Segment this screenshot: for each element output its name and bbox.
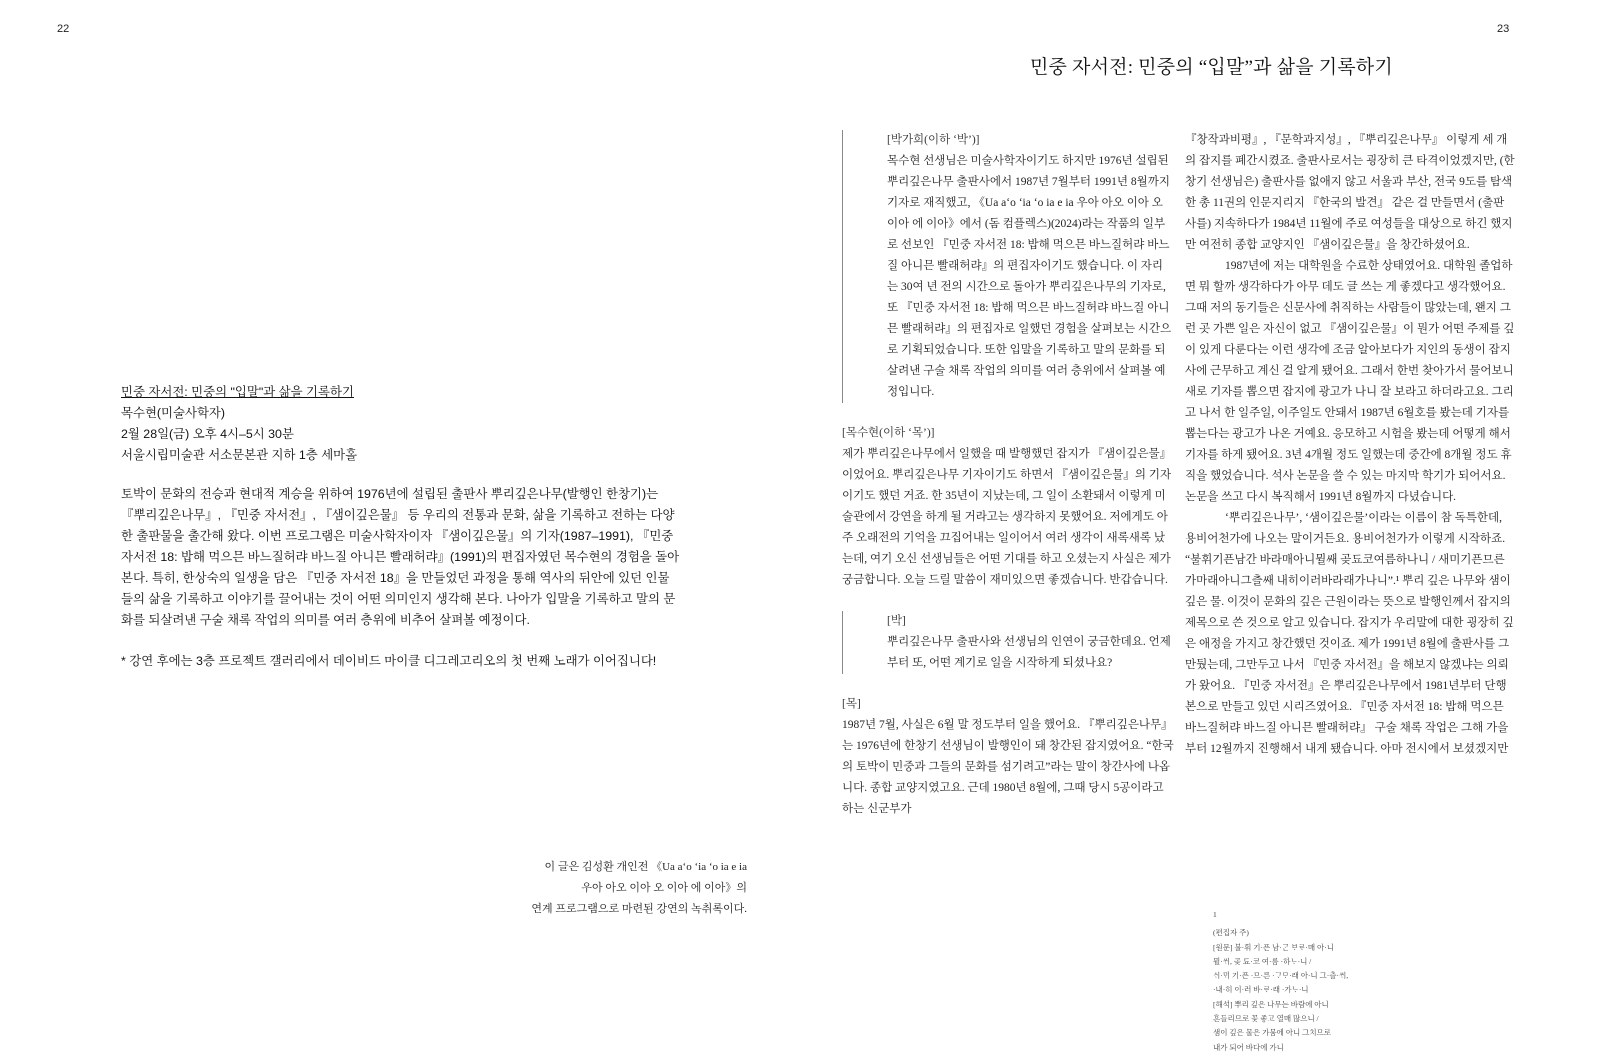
footnote-line: [원문] 불·휘 기·픈 남·ᄀᆞᆫ ᄇᆞᄅᆞ·매 아·니: [1213, 942, 1335, 952]
speaker-label: [박가희(이하 ‘박’)]: [887, 134, 980, 146]
question-block: [842, 611, 1174, 674]
paragraph: 『창작과비평』, 『문학과지성』, 『뿌리깊은나무』 이렇게 세 개의 잡지를 폐간시켰죠. 출판사로서는 굉장히 큰 타격이었겠지만, (한창기 선생님은) 출판사를 없애지 않고 서울과 부산, 전국 9도를 탐색한 총 11권의 인문지리지 『한국의 발견』 같은 걸 만들면서 (출판사를) 지속하다가 1984년 11월에 주로 여성들을 대상으로 하긴 했지만 여전히 종합 교양지인 『샘이깊은물』을 창간하셨어요.: [1185, 134, 1515, 251]
running-title: 민중 자서전: 민중의 “입말”과 삶을 기록하기: [1030, 57, 1393, 78]
page-number-left: 22: [57, 23, 70, 35]
speaker-label: [박]: [887, 615, 906, 627]
footnote-line: ᄉᆡ·ᄆᆡ 기·픈 ·므·른 ·ᄀᆞᄆᆞ·래 아·니 그·츨·ᄊᆡ,: [1213, 971, 1349, 981]
block-text: 제가 뿌리깊은나무에서 일했을 때 발행했던 잡지가 『샘이깊은물』이었어요. 뿌리깊은나무 기자이기도 하면서 『샘이깊은물』의 기자이기도 했던 거죠. 한 35년이 지났는데, 그 일이 소환돼서 이렇게 미술관에서 강연을 하게 될 거라고는 생각하지 못했어요. 저에게도 아주 오래전의 기억을 끄집어내는 일이어서 여러 생각이 새록새록 났는데, 여기 오신 선생님들은 어떤 기대를 하고 오셨는지 사실은 제가 궁금합니다. 오늘 드릴 말씀이 재미있으면 좋겠습니다. 반갑습니다.: [842, 448, 1172, 586]
footnote-line: 내가 되어 바다에 가니: [1213, 1042, 1284, 1052]
transcript-column-1: [842, 130, 1174, 820]
block-text: 목수현 선생님은 미술사학자이기도 하지만 1976년 설립된 뿌리깊은나무 출판사에서 1987년 7월부터 1991년 8월까지 기자로 재직했고, 《Ua a‘o ‘ia ‘o ia e ia 우아 아오 이아 오 이아 에 이아》에서 (돔 컴플렉스)(2024)라는 작품의 일부로 선보인 『민중 자서전 18: 밥해 먹으믄 바느질허랴 바느질 아니믄 빨래허랴』의 편집자이기도 했습니다. 이 자리는 30여 년 전의 시간으로 돌아가 뿌리깊은나무의 기자로, 또 『민중 자서전 18: 밥해 먹으믄 바느질허랴 바느질 아니믄 빨래허랴』의 편집자로 일했던 경험을 살펴보는 시간으로 기획되었습니다. 또한 입말을 기록하고 말의 문화를 되살려낸 구술 채록 작업의 의미를 여러 층위에서 살펴볼 예정입니다.: [887, 155, 1172, 398]
event-venue: 서울시립미술관 서소문본관 지하 1층 세마홀: [121, 448, 358, 462]
event-speaker: 목수현(미술사학자): [121, 406, 226, 420]
answer-block: [842, 694, 1174, 820]
credit-line: 우아 아오 이아 오 이아 에 이아》의: [581, 882, 747, 894]
credit-line: 연계 프로그램으로 마련된 강연의 녹취록이다.: [531, 903, 747, 915]
event-note: * 강연 후에는 3층 프로젝트 갤러리에서 데이비드 마이클 디그레고리오의 첫 번째 노래가 이어집니다!: [121, 654, 657, 668]
answer-block: [842, 423, 1174, 591]
event-datetime: 2월 28일(금) 오후 4시–5시 30분: [121, 427, 294, 441]
block-text: 1987년 7월, 사실은 6월 말 정도부터 일을 했어요. 『뿌리깊은나무』는 1976년에 한창기 선생님이 발행인이 돼 창간된 잡지였어요. “한국의 토박이 민중과 그들의 문화를 섬기려고”라는 말이 창간사에 나옵니다. 종합 교양지였고요. 근데 1980년 8월에, 그때 당시 5공이라고 하는 신군부가: [842, 719, 1174, 815]
footnote-number: 1: [1213, 910, 1217, 919]
event-info: [121, 382, 681, 672]
speaker-label: [목수현(이하 ‘목’)]: [842, 427, 935, 439]
credit-line: 이 글은 김성환 개인전 《Ua a‘o ‘ia ‘o ia e ia: [544, 861, 747, 873]
footnote-line: 흔들리므로 꽃 좋고 열매 많으니 /: [1213, 1014, 1319, 1024]
question-block: [842, 130, 1174, 403]
credit-note: [480, 857, 747, 920]
speaker-label: [목]: [842, 698, 861, 710]
footnote-line: (편집자 주): [1213, 928, 1249, 938]
footnote-line: 뮐·ᄊᆡ, 곶 됴·코 여·름 ·하ᄂᆞ·니 /: [1213, 956, 1312, 966]
event-description: 토박이 문화의 전승과 현대적 계승을 위하여 1976년에 설립된 출판사 뿌리깊은나무(발행인 한창기)는 『뿌리깊은나무』, 『민중 자서전』, 『샘이깊은물』 등 우리의 전통과 문화, 삶을 기록하고 전하는 다양한 출판물을 출간해 왔다. 이번 프로그램은 미술사학자이자 『샘이깊은물』의 기자(1987–1991), 『민중 자서전 18: 밥해 먹으믄 바느질허랴 바느질 아니믄 빨래허랴』(1991)의 편집자였던 목수현의 경험을 돌아본다. 특히, 한상숙의 일생을 담은 『민중 자서전 18』을 만들었던 과정을 통해 역사의 뒤안에 있던 인물들의 삶을 기록하고 이야기를 끌어내는 것이 어떤 의미인지 생각해 본다. 나아가 입말을 기록하고 말의 문화를 되살려낸 구술 채록 작업의 의미를 여러 층위에 비추어 살펴볼 예정이다.: [121, 487, 680, 627]
event-title: 민중 자서전: 민중의 "입말"과 삶을 기록하기: [121, 385, 354, 399]
footnote-line: 샘이 깊은 물은 가뭄에 아니 그치므로: [1213, 1028, 1332, 1038]
paragraph: ‘뿌리깊은나무’, ‘샘이깊은물’이라는 이름이 참 독특한데, 용비어천가에 나오는 말이거든요. 용비어천가가 이렇게 시작하죠. “불휘기픈남간 바라매아니뮐쌔 곶됴코여름하나니 / 새미기픈므른 가마래아니그츨쌔 내히이러바라래가나니”.¹ 뿌리 깊은 나무와 샘이 깊은 물. 이것이 문화의 깊은 근원이라는 뜻으로 발행인께서 잡지의 제목으로 쓴 것으로 알고 있습니다. 잡지가 우리말에 대한 굉장히 깊은 애정을 가지고 창간했던 것이죠. 제가 1991년 8월에 출판사를 그만뒀는데, 그만두고 나서 『민중 자서전』을 해보지 않겠냐는 의뢰가 왔어요. 『민중 자서전』은 뿌리깊은나무에서 1981년부터 단행본으로 만들고 있던 시리즈였어요. 『민중 자서전 18: 밥해 먹으믄 바느질허랴 바느질 아니믄 빨래허랴』 구술 채록 작업은 그해 가을부터 12월까지 진행해서 내게 됐습니다. 아마 전시에서 보셨겠지만: [1185, 512, 1514, 755]
footnote-line: ·내·히 이·러 바·ᄅᆞ·래 ·가ᄂᆞ·니: [1213, 985, 1309, 995]
footnote-line: [해석] 뿌리 깊은 나무는 바람에 아니: [1213, 999, 1329, 1009]
paragraph: 1987년에 저는 대학원을 수료한 상태였어요. 대학원 졸업하면 뭐 할까 생각하다가 아무 데도 글 쓰는 게 좋겠다고 생각했어요. 그때 저의 동기들은 신문사에 취직하는 사람들이 많았는데, 왠지 그런 곳 가쁜 일은 자신이 없고 『샘이깊은물』이 뭔가 어떤 주제를 깊이 있게 다룬다는 이런 생각에 조금 알아보다가 지인의 동생이 잡지사에 근무하고 계신 걸 알게 됐어요. 그래서 한번 찾아가서 물어보니 새로 기자를 뽑으면 잡지에 광고가 나니 잘 보라고 하더라고요. 그리고 나서 한 일주일, 이주일도 안돼서 1987년 6월호를 봤는데 기자를 뽑는다는 광고가 나온 거예요. 응모하고 시험을 봤는데 어떻게 해서 기자를 하게 됐어요. 3년 4개월 정도 일했는데 중간에 8개월 정도 휴직을 했었습니다. 석사 논문을 쓸 수 있는 마지막 학기가 되어서요. 논문을 쓰고 다시 복직해서 1991년 8월까지 다녔습니다.: [1185, 260, 1515, 503]
footnote: [1213, 908, 1413, 1055]
page-number-right: 23: [1497, 23, 1510, 35]
transcript-column-2: [1185, 130, 1515, 760]
block-text: 뿌리깊은나무 출판사와 선생님의 인연이 궁금한데요. 언제부터 또, 어떤 계기로 일을 시작하게 되셨나요?: [887, 636, 1171, 669]
